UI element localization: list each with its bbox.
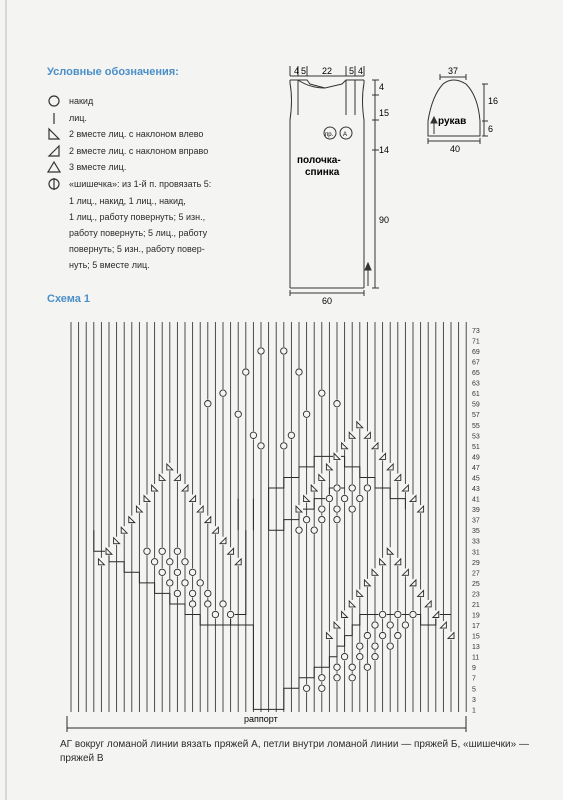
row-number: 65: [472, 370, 480, 378]
row-number: 29: [472, 559, 480, 567]
row-number: 35: [472, 528, 480, 536]
row-number: 51: [472, 443, 480, 451]
body-top-label: 5: [301, 66, 307, 76]
body-right-label: 15: [379, 108, 390, 118]
row-number: 41: [472, 496, 480, 504]
row-number: 53: [472, 433, 480, 441]
row-number: 71: [472, 338, 480, 346]
legend-text: накид: [69, 96, 94, 106]
row-number: 9: [472, 665, 476, 673]
body-badge-left: пр.: [325, 132, 334, 138]
row-number: 63: [472, 380, 480, 388]
body-top-label: 4: [358, 66, 364, 76]
row-number: 11: [472, 654, 480, 662]
sleeve-right-label: 6: [488, 124, 494, 134]
row-number: 61: [472, 391, 480, 399]
row-number: 27: [472, 570, 480, 578]
row-number: 55: [472, 422, 480, 430]
row-number: 67: [472, 359, 480, 367]
legend-bobble-line: работу повернуть; 5 лиц., работу: [69, 228, 208, 238]
body-badge-right: А: [343, 132, 348, 138]
row-number: 37: [472, 517, 480, 525]
row-number: 3: [472, 696, 476, 704]
sleeve-top-label: 37: [448, 66, 459, 76]
legend-bobble-line: нуть; 5 вместе лиц.: [69, 260, 150, 270]
row-number: 5: [472, 686, 476, 694]
row-number: 45: [472, 475, 480, 483]
body-bottom-label: 60: [322, 296, 333, 306]
body-top-label: 22: [322, 66, 333, 76]
legend-text: «шишечка»: из 1-й п. провязать 5:: [69, 178, 212, 189]
schema-title: Схема 1: [47, 293, 91, 305]
row-number: 73: [472, 327, 480, 335]
row-number: 39: [472, 507, 480, 515]
row-number: 33: [472, 538, 480, 546]
row-number: 43: [472, 486, 480, 494]
body-right-label: 4: [379, 82, 385, 92]
body-right-label: 90: [379, 215, 390, 225]
legend-text: 2 вместе лиц. с наклоном вправо: [69, 145, 209, 156]
row-number: 69: [472, 348, 480, 356]
legend-bobble-line: 1 лиц., накид, 1 лиц., накид,: [69, 196, 186, 206]
row-number: 47: [472, 464, 480, 472]
row-number: 1: [472, 707, 476, 715]
row-number: 7: [472, 675, 476, 683]
row-number: 31: [472, 549, 480, 557]
legend-bobble-line: 1 лиц., работу повернуть; 5 изн.,: [69, 212, 206, 222]
legend-bobble-line: повернуть; 5 изн., работу повер-: [69, 244, 205, 254]
legend-text: лиц.: [69, 112, 87, 123]
body-top-label: 4: [294, 66, 300, 76]
sleeve-right-label: 16: [488, 96, 499, 106]
legend-text: 2 вместе лиц. с наклоном влево: [69, 129, 204, 139]
sleeve-name: рукав: [438, 116, 467, 127]
row-number: 13: [472, 644, 480, 652]
row-number: 23: [472, 591, 480, 599]
row-number: 57: [472, 412, 480, 420]
legend-title: Условные обозначения:: [47, 66, 179, 78]
body-name-line1: полочка-: [297, 155, 341, 166]
row-number: 19: [472, 612, 480, 620]
body-name-line2: спинка: [305, 167, 340, 178]
legend-text: 3 вместе лиц.: [69, 162, 127, 172]
footnote: АГ вокруг ломаной линии вязать пряжей А, петли внутри ломаной линии — пряжей Б, «шишечки» — пряжей В: [60, 739, 529, 764]
repeat-label: раппорт: [244, 714, 278, 724]
body-top-label: 5: [349, 66, 355, 76]
row-number: 21: [472, 601, 480, 609]
row-number: 49: [472, 454, 480, 462]
body-right-label: 14: [379, 145, 390, 155]
row-number: 59: [472, 401, 480, 409]
row-number: 15: [472, 633, 480, 641]
row-number: 17: [472, 623, 480, 631]
row-number: 25: [472, 580, 480, 588]
sleeve-bottom-label: 40: [450, 144, 461, 154]
